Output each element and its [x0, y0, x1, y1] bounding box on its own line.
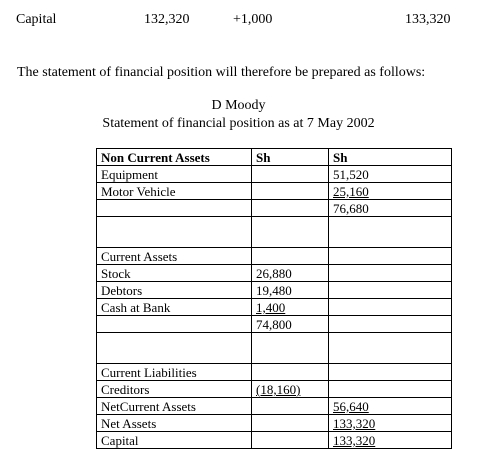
- row-value-outer: [329, 364, 452, 381]
- row-label: Equipment: [97, 166, 252, 183]
- row-value-outer: [329, 265, 452, 282]
- table-row: [97, 316, 452, 333]
- section-heading-current-liabilities: Current Liabilities: [97, 364, 252, 381]
- row-value-inner: [252, 248, 329, 265]
- row-label: [97, 316, 252, 333]
- row-value-inner: [252, 364, 329, 381]
- table-row: [97, 398, 452, 415]
- statement-title: Statement of financial position as at 7 May 2002: [102, 116, 375, 131]
- table-row: [97, 166, 452, 183]
- capital-closing-value: 133,320: [405, 12, 451, 27]
- row-value-outer: 51,520: [329, 166, 452, 183]
- row-label: Capital: [97, 432, 252, 449]
- row-value-outer: [329, 248, 452, 265]
- creditors-value: (18,160): [252, 381, 329, 398]
- table-row: [97, 299, 452, 316]
- row-label: Motor Vehicle: [97, 183, 252, 200]
- financial-position-table: [96, 148, 452, 449]
- row-value-outer: [329, 381, 452, 398]
- table-row-spacer: [97, 217, 452, 248]
- table-row: [97, 265, 452, 282]
- section-heading-current-assets: Current Assets: [97, 248, 252, 265]
- row-label: Cash at Bank: [97, 299, 252, 316]
- row-value-outer: [329, 333, 452, 364]
- column-heading-sh: Sh: [329, 149, 452, 166]
- table-row: [97, 364, 452, 381]
- row-value-inner: [252, 183, 329, 200]
- row-value-outer: [329, 217, 452, 248]
- non-current-assets-total: 76,680: [329, 200, 452, 217]
- row-value-inner: 19,480: [252, 282, 329, 299]
- table-row: [97, 183, 452, 200]
- capital-label: Capital: [16, 12, 57, 27]
- table-row: [97, 149, 452, 166]
- row-value-inner: 1,400: [252, 299, 329, 316]
- table-row: [97, 432, 452, 449]
- intro-paragraph: The statement of financial position will therefore be prepared as follows:: [17, 65, 426, 80]
- table-row: [97, 415, 452, 432]
- row-value-inner: [252, 217, 329, 248]
- row-label: Creditors: [97, 381, 252, 398]
- row-value-outer: [329, 282, 452, 299]
- row-value-outer: [329, 299, 452, 316]
- row-value-outer: [329, 316, 452, 333]
- row-value-inner: [252, 432, 329, 449]
- row-label: NetCurrent Assets: [97, 398, 252, 415]
- row-label: Stock: [97, 265, 252, 282]
- row-label: [97, 217, 252, 248]
- table-row: [97, 381, 452, 398]
- capital-summary-row: [0, 12, 477, 32]
- row-value-inner: [252, 333, 329, 364]
- current-assets-total: 74,800: [252, 316, 329, 333]
- table-row: [97, 200, 452, 217]
- row-value-inner: [252, 166, 329, 183]
- row-label: Net Assets: [97, 415, 252, 432]
- net-current-assets-value: 56,640: [329, 398, 452, 415]
- table-row-spacer: [97, 333, 452, 364]
- row-value-inner: [252, 415, 329, 432]
- section-heading-non-current-assets: Non Current Assets: [97, 149, 252, 166]
- net-assets-value: 133,320: [329, 415, 452, 432]
- row-value-inner: 26,880: [252, 265, 329, 282]
- row-label: [97, 333, 252, 364]
- table-row: [97, 282, 452, 299]
- row-label: Debtors: [97, 282, 252, 299]
- capital-opening-value: 132,320: [144, 12, 190, 27]
- row-value-inner: [252, 200, 329, 217]
- row-value-inner: [252, 398, 329, 415]
- row-label: [97, 200, 252, 217]
- entity-name: D Moody: [211, 98, 266, 113]
- capital-adjustment-value: +1,000: [233, 12, 273, 27]
- capital-value: 133,320: [329, 432, 452, 449]
- column-heading-sh: Sh: [252, 149, 329, 166]
- row-value-outer: 25,160: [329, 183, 452, 200]
- table-row: [97, 248, 452, 265]
